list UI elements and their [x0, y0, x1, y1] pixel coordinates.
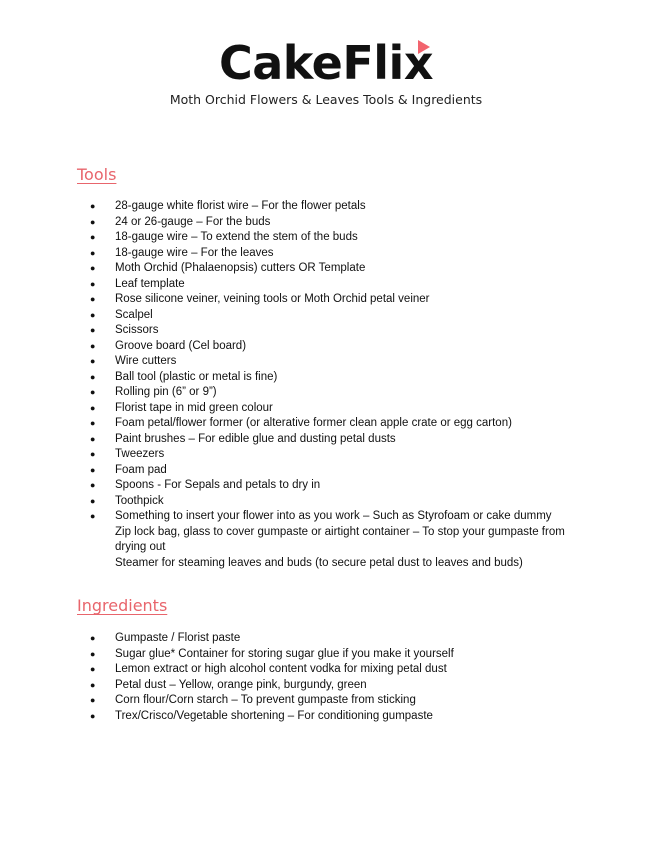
list-item	[88, 401, 595, 417]
bullet-icon: ●	[90, 633, 96, 643]
list-item	[88, 370, 595, 386]
bullet-icon: ●	[90, 710, 96, 721]
bullet-icon: ●	[90, 278, 96, 289]
list-item-text: Gumpaste / Florist paste	[115, 632, 241, 644]
list-item	[88, 463, 595, 479]
bullet-icon: ●	[90, 433, 96, 444]
list-item	[88, 662, 595, 678]
list-item	[88, 509, 595, 525]
list-item-text: Florist tape in mid green colour	[115, 401, 273, 414]
list-item-text: Sugar glue* Container for storing sugar glue if you make it yourself	[115, 647, 454, 660]
list-item	[88, 647, 595, 663]
bullet-icon: ●	[90, 387, 96, 397]
list-item	[88, 709, 595, 725]
list-item	[88, 261, 595, 277]
list-item	[88, 631, 595, 647]
bullet-icon: ●	[90, 449, 96, 459]
play-triangle-icon	[418, 40, 430, 54]
list-item	[88, 478, 595, 494]
list-item-text: Foam pad	[115, 463, 167, 476]
logo-wordmark	[219, 34, 433, 92]
list-item-text: 28-gauge white florist wire – For the flower petals	[115, 200, 366, 212]
bullet-icon: ●	[90, 371, 96, 382]
bullet-icon: ●	[90, 695, 96, 705]
list-item-text: Ball tool (plastic or metal is fine)	[115, 370, 278, 383]
tools-heading: Tools	[77, 165, 117, 184]
bullet-icon: ●	[90, 679, 96, 690]
list-item-text: Rolling pin (6” or 9”)	[115, 386, 217, 398]
list-item	[88, 678, 595, 694]
bullet-icon: ●	[90, 340, 96, 351]
list-item-text: Toothpick	[115, 494, 164, 507]
logo-text: CakeFlix	[219, 36, 433, 90]
tools-list	[88, 199, 595, 571]
list-item-text: Corn flour/Corn starch – To prevent gumpaste from sticking	[115, 694, 416, 706]
cakeflix-logo	[0, 34, 652, 92]
bullet-icon: ●	[90, 232, 96, 242]
list-item-text: 18-gauge wire – To extend the stem of the buds	[115, 231, 358, 243]
page-subtitle: Moth Orchid Flowers & Leaves Tools & Ingredients	[169, 92, 483, 107]
list-item-text: Scalpel	[115, 308, 153, 321]
bullet-icon: ●	[90, 495, 96, 506]
list-item-text: Lemon extract or high alcohol content vodka for mixing petal dust	[115, 663, 447, 675]
bullet-icon: ●	[90, 294, 96, 304]
bullet-icon: ●	[90, 247, 96, 258]
list-item-text: Steamer for steaming leaves and buds (to secure petal dust to leaves and buds)	[115, 556, 523, 569]
list-item	[88, 447, 595, 463]
list-item	[88, 199, 595, 215]
bullet-icon: ●	[90, 325, 96, 335]
list-item	[88, 308, 595, 324]
bullet-icon: ●	[90, 648, 96, 659]
list-item-text: Scissors	[115, 324, 159, 336]
list-item	[88, 525, 595, 556]
list-item	[88, 246, 595, 262]
list-item	[88, 385, 595, 401]
list-item-text: Foam petal/flower former (or alterative former clean apple crate or egg carton)	[115, 417, 512, 429]
list-item-text: Spoons - For Sepals and petals to dry in	[115, 479, 321, 491]
bullet-icon: ●	[90, 464, 96, 475]
ingredients-heading: Ingredients	[77, 596, 168, 615]
bullet-icon: ●	[90, 309, 96, 320]
bullet-icon: ●	[90, 511, 96, 521]
bullet-icon: ●	[90, 664, 96, 674]
list-item-text: 18-gauge wire – For the leaves	[115, 246, 274, 259]
list-item	[88, 354, 595, 370]
list-item-text: Moth Orchid (Phalaenopsis) cutters OR Template	[115, 262, 366, 274]
bullet-icon: ●	[90, 418, 96, 428]
list-item	[88, 292, 595, 308]
list-item	[88, 494, 595, 510]
ingredients-list	[88, 631, 595, 724]
list-item-text: Rose silicone veiner, veining tools or Moth Orchid petal veiner	[115, 293, 430, 305]
bullet-icon: ●	[90, 480, 96, 490]
list-item	[88, 432, 595, 448]
list-item	[88, 339, 595, 355]
list-item-text: Tweezers	[115, 448, 165, 460]
bullet-icon: ●	[90, 402, 96, 413]
bullet-icon: ●	[90, 356, 96, 366]
list-item	[88, 416, 595, 432]
list-item-text: Something to insert your flower into as you work – Such as Styrofoam or cake dummy	[115, 510, 552, 522]
list-item-text: Paint brushes – For edible glue and dusting petal dusts	[115, 432, 396, 445]
bullet-icon: ●	[90, 201, 96, 211]
list-item-text: Wire cutters	[115, 355, 177, 367]
list-item	[88, 230, 595, 246]
list-item-text: Zip lock bag, glass to cover gumpaste or airtight container – To stop your gumpaste from drying out	[115, 525, 565, 553]
list-item	[88, 277, 595, 293]
bullet-icon: ●	[90, 216, 96, 227]
list-item	[88, 323, 595, 339]
bullet-icon: ●	[90, 263, 96, 273]
list-item-text: Groove board (Cel board)	[115, 339, 247, 352]
list-item-text: 24 or 26-gauge – For the buds	[115, 215, 271, 228]
list-item-text: Petal dust – Yellow, orange pink, burgundy, green	[115, 678, 367, 691]
list-item-text: Trex/Crisco/Vegetable shortening – For conditioning gumpaste	[115, 709, 433, 722]
list-item	[88, 556, 595, 572]
list-item	[88, 693, 595, 709]
list-item-text: Leaf template	[115, 277, 185, 290]
list-item	[88, 215, 595, 231]
